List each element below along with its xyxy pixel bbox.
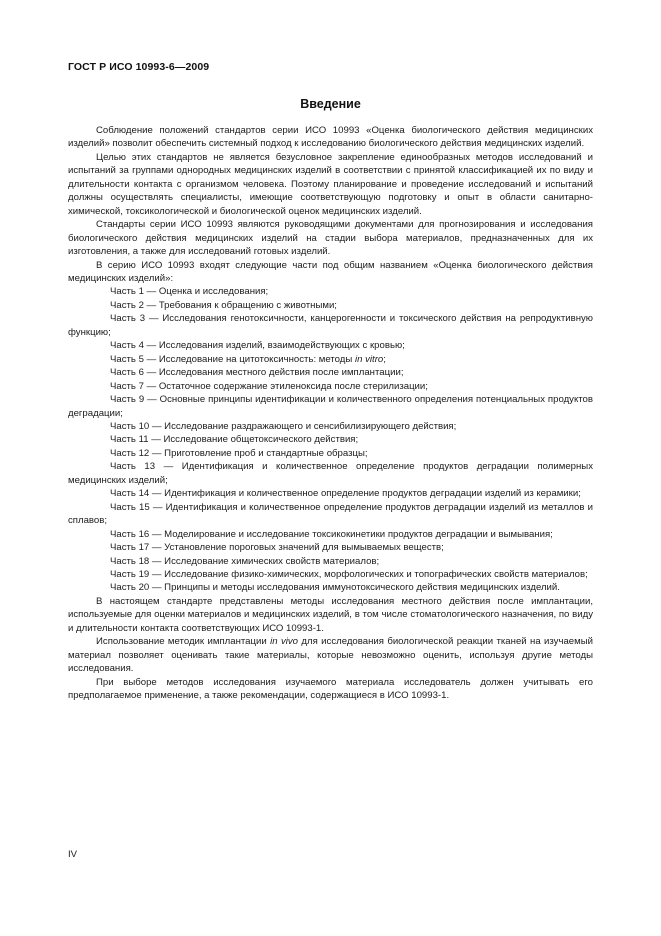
page-number: IV xyxy=(68,849,78,860)
in-vivo-text-lead: Использование методик имплантации xyxy=(96,636,271,648)
paragraph-4-list-intro: В серию ИСО 10993 входят следующие части под общим названием «Оценка биологического действия медицинских изделий»: xyxy=(68,259,593,284)
parts-list-item xyxy=(68,353,593,366)
paragraph-scope: В настоящем стандарте представлены методы исследования местного действия после имплантации, используемые для оценки материалов и медицинских изделий, в том числе стоматологического назначения, по виду и длительности контакта соответствующих ИСО 10993-1. xyxy=(68,595,593,634)
parts-list-item: Часть 13 — Идентификация и количественное определение продуктов деградации полимерных медицинских изделий; xyxy=(68,461,593,486)
paragraph-2: Целью этих стандартов не является безусловное закрепление единообразных методов исследований и испытаний за группами однородных медицинских изделий в соответствии с принятой классификацией их по виду и длительности контакта с организмом человека. Поэтому планирование и проведение исследований и испытаний должны осуществлять специалисты, имеющие соответствующую подготовку и опыт в области санитарно-химической, токсикологической и биологической оценок медицинских изделий. xyxy=(68,151,593,217)
in-vivo-text-tail: для исследования биологической реакции тканей на изучаемый материал позволяет оценивать такие материалы, которые невозможно оценить, используя другие методы исследования. xyxy=(68,636,593,675)
parts-list xyxy=(68,285,593,594)
parts-list-item: Часть 19 — Исследование физико-химических, морфологических и топографических свойств материалов; xyxy=(110,568,588,580)
parts-list-item: Часть 15 — Идентификация и количественное определение продуктов деградации изделий из металлов и сплавов; xyxy=(68,501,593,527)
parts-list-item-text: Часть 5 — Исследование на цитотоксичность: методы xyxy=(110,353,355,365)
parts-list-item: Часть 7 — Остаточное содержание этиленоксида после стерилизации; xyxy=(110,380,428,392)
page-title: Введение xyxy=(300,97,361,111)
body-text-block xyxy=(68,124,593,702)
parts-list-item: Часть 4 — Исследования изделий, взаимодействующих с кровью; xyxy=(110,340,405,352)
document-standard-header: ГОСТ Р ИСО 10993-6—2009 xyxy=(68,61,210,73)
parts-list-item: Часть 11 — Исследование общетоксического действия; xyxy=(110,434,359,446)
parts-list-item: Часть 9 — Основные принципы идентификации и количественного определения потенциальных продуктов деградации; xyxy=(68,394,593,419)
parts-list-item: Часть 10 — Исследование раздражающего и сенсибилизирующего действия; xyxy=(110,420,457,432)
parts-list-item: Часть 1 — Оценка и исследования; xyxy=(110,286,269,298)
parts-list-item-italic: in vitro xyxy=(354,353,384,365)
parts-list-item: Часть 20 — Принципы и методы исследования иммунотоксического действия медицинских изделий. xyxy=(110,582,560,594)
parts-list-item: Часть 12 — Приготовление проб и стандартные образцы; xyxy=(110,447,368,459)
paragraph-1: Соблюдение положений стандартов серии ИСО 10993 «Оценка биологического действия медицинских изделий» позволит обеспечить системный подход к исследованию биологического действия медицинских изделий. xyxy=(68,125,593,150)
paragraph-recommendations: При выборе методов исследования изучаемого материала исследователь должен учитывать его предполагаемое применение, а также рекомендации, содержащиеся в ИСО 10993-1. xyxy=(68,676,593,702)
paragraph-3: Стандарты серии ИСО 10993 являются руководящими документами для прогнозирования и исследования биологического действия медицинских изделий на стадии выбора материалов, предназначенных для их изготовления, а также для исследований готовых изделий. xyxy=(68,219,593,258)
parts-list-item-text-tail: ; xyxy=(383,353,386,365)
parts-list-item: Часть 3 — Исследования генотоксичности, канцерогенности и токсического действия на репродуктивную функцию; xyxy=(68,313,593,338)
in-vivo-italic: in vivo xyxy=(270,636,299,648)
parts-list-item: Часть 14 — Идентификация и количественное определение продуктов деградации изделий из керамики; xyxy=(110,488,581,500)
paragraph-in-vivo xyxy=(68,635,593,675)
parts-list-item: Часть 17 — Установление пороговых значений для вымываемых веществ; xyxy=(110,542,444,554)
parts-list-item: Часть 18 — Исследование химических свойств материалов; xyxy=(110,555,380,567)
parts-list-item: Часть 16 — Моделирование и исследование токсикокинетики продуктов деградации и вымывания; xyxy=(110,528,553,540)
parts-list-item: Часть 6 — Исследования местного действия после имплантации; xyxy=(110,367,404,379)
parts-list-item: Часть 2 — Требования к обращению с животными; xyxy=(110,299,337,311)
